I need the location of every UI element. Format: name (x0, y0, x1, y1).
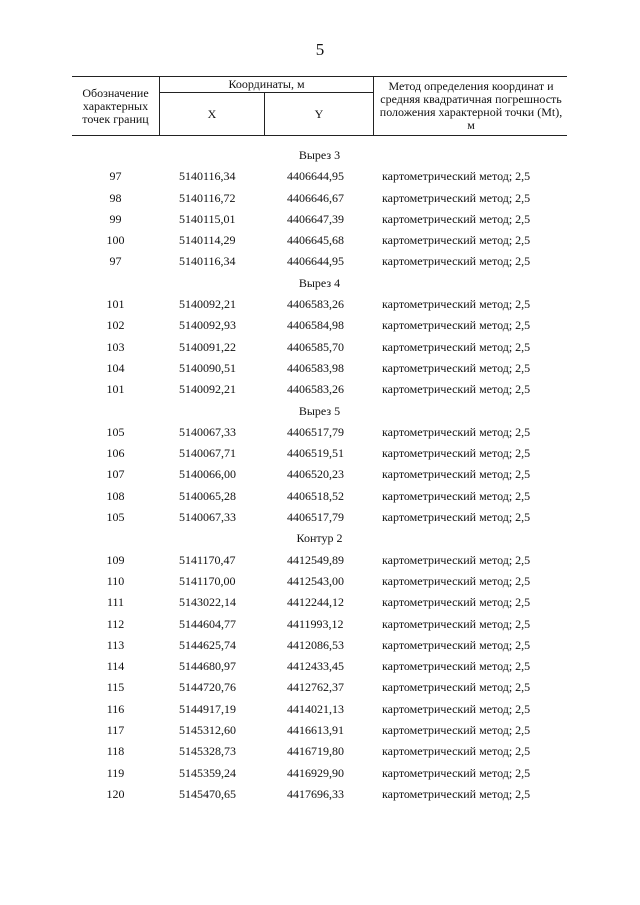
point-cell: 99 (109, 211, 122, 226)
x-cell: 5140116,72 (179, 190, 236, 205)
table-row (72, 699, 567, 720)
method-cell: картометрический метод; 2,5 (382, 446, 531, 461)
point-cell: 101 (106, 382, 125, 397)
point-cell: 109 (106, 552, 125, 567)
table-row (72, 464, 567, 485)
table-row (72, 230, 567, 251)
table-row (72, 635, 567, 656)
section-title: Вырез 5 (298, 403, 341, 418)
method-cell: картометрический метод; 2,5 (382, 233, 531, 248)
point-cell: 106 (106, 446, 125, 461)
point-cell: 105 (106, 424, 125, 439)
point-cell: 114 (106, 659, 125, 674)
point-cell: 111 (106, 595, 125, 610)
method-cell: картометрический метод; 2,5 (382, 339, 531, 354)
table-row (72, 550, 567, 571)
method-cell: картометрический метод; 2,5 (382, 467, 531, 482)
table-row (72, 422, 567, 443)
method-cell: картометрический метод; 2,5 (382, 659, 531, 674)
point-cell: 97 (109, 169, 122, 184)
y-cell: 4406517,79 (287, 424, 344, 439)
method-cell: картометрический метод; 2,5 (382, 723, 531, 738)
point-cell: 101 (106, 297, 125, 312)
method-cell: картометрический метод; 2,5 (382, 360, 531, 375)
table-row (72, 443, 567, 464)
table-row (72, 379, 567, 400)
x-cell: 5140092,21 (179, 382, 236, 397)
method-cell: картометрический метод; 2,5 (382, 637, 531, 652)
table-row (72, 188, 567, 209)
x-cell: 5140065,28 (179, 488, 236, 503)
point-cell: 110 (106, 573, 125, 588)
y-cell: 4406644,95 (287, 254, 344, 269)
table-row (72, 166, 567, 187)
header-method-label: Метод определения координат и средняя квадратичная погрешность положения характерной точки (Mt), м (379, 79, 563, 132)
y-cell: 4411993,12 (287, 616, 344, 631)
y-cell: 4412244,12 (287, 595, 344, 610)
point-cell: 103 (106, 339, 125, 354)
x-cell: 5144625,74 (179, 637, 236, 652)
table-row (72, 507, 567, 528)
table-row (72, 571, 567, 592)
x-cell: 5144680,97 (179, 659, 236, 674)
table-row (72, 209, 567, 230)
method-cell: картометрический метод; 2,5 (382, 318, 531, 333)
point-cell: 116 (106, 701, 125, 716)
table-row (72, 592, 567, 613)
point-cell: 115 (106, 680, 125, 695)
table-row (72, 720, 567, 741)
y-cell: 4416613,91 (287, 723, 344, 738)
y-cell: 4406583,98 (287, 360, 344, 375)
table-row (72, 315, 567, 336)
x-cell: 5140090,51 (179, 360, 236, 375)
x-cell: 5140116,34 (179, 254, 236, 269)
header-x-label: X (207, 106, 217, 121)
point-cell: 113 (106, 637, 125, 652)
y-cell: 4406520,23 (287, 467, 344, 482)
header-point-label: Обозначение характерных точек границ (82, 85, 149, 126)
x-cell: 5140067,33 (179, 510, 236, 525)
y-cell: 4406646,67 (287, 190, 344, 205)
y-cell: 4412433,45 (287, 659, 344, 674)
x-cell: 5145328,73 (179, 744, 236, 759)
table-row (72, 251, 567, 272)
point-cell: 119 (106, 765, 125, 780)
header-vline-3 (373, 76, 374, 136)
table-row (72, 337, 567, 358)
section-title: Вырез 3 (298, 148, 341, 162)
y-cell: 4406517,79 (287, 510, 344, 525)
x-cell: 5140114,29 (179, 233, 236, 248)
x-cell: 5141170,47 (179, 552, 236, 567)
y-cell: 4406584,98 (287, 318, 344, 333)
point-cell: 105 (106, 510, 125, 525)
table-row (72, 486, 567, 507)
y-cell: 4416929,90 (287, 765, 344, 780)
x-cell: 5140066,00 (179, 467, 236, 482)
table-header (72, 76, 567, 136)
x-cell: 5145359,24 (179, 765, 236, 780)
section-title: Вырез 4 (298, 275, 341, 290)
method-cell: картометрический метод; 2,5 (382, 510, 531, 525)
table-body (72, 145, 567, 805)
method-cell: картометрический метод; 2,5 (382, 190, 531, 205)
method-cell: картометрический метод; 2,5 (382, 744, 531, 759)
x-cell: 5140092,93 (179, 318, 236, 333)
point-cell: 98 (109, 190, 122, 205)
y-cell: 4406644,95 (287, 169, 344, 184)
point-cell: 100 (106, 233, 125, 248)
table-row (72, 656, 567, 677)
point-cell: 97 (109, 254, 122, 269)
x-cell: 5140115,01 (179, 211, 236, 226)
table-row (72, 784, 567, 805)
table-row (72, 614, 567, 635)
method-cell: картометрический метод; 2,5 (382, 254, 531, 269)
x-cell: 5144720,76 (179, 680, 236, 695)
y-cell: 4406583,26 (287, 297, 344, 312)
y-cell: 4416719,80 (287, 744, 344, 759)
point-cell: 102 (106, 318, 125, 333)
method-cell: картометрический метод; 2,5 (382, 297, 531, 312)
method-cell: картометрический метод; 2,5 (382, 169, 531, 184)
section-title: Контур 2 (296, 531, 343, 546)
x-cell: 5141170,00 (179, 573, 236, 588)
y-cell: 4412543,00 (287, 573, 344, 588)
y-cell: 4412549,89 (287, 552, 344, 567)
table-row (72, 741, 567, 762)
y-cell: 4406518,52 (287, 488, 344, 503)
method-cell: картометрический метод; 2,5 (382, 424, 531, 439)
page-number: 5 (315, 40, 325, 59)
header-bottom-border (72, 135, 567, 136)
x-cell: 5143022,14 (179, 595, 236, 610)
header-y-label: Y (314, 106, 324, 121)
method-cell: картометрический метод; 2,5 (382, 765, 531, 780)
method-cell: картометрический метод; 2,5 (382, 616, 531, 631)
y-cell: 4406585,70 (287, 339, 344, 354)
method-cell: картометрический метод; 2,5 (382, 786, 531, 801)
x-cell: 5140067,71 (179, 446, 236, 461)
x-cell: 5140091,22 (179, 339, 236, 354)
x-cell: 5145312,60 (179, 723, 236, 738)
y-cell: 4417696,33 (287, 786, 344, 801)
x-cell: 5140067,33 (179, 424, 236, 439)
y-cell: 4412762,37 (287, 680, 344, 695)
method-cell: картометрический метод; 2,5 (382, 680, 531, 695)
point-cell: 104 (106, 360, 125, 375)
x-cell: 5144917,19 (179, 701, 236, 716)
y-cell: 4414021,13 (287, 701, 344, 716)
x-cell: 5140116,34 (179, 169, 236, 184)
method-cell: картометрический метод; 2,5 (382, 595, 531, 610)
x-cell: 5145470,65 (179, 786, 236, 801)
table-row (72, 677, 567, 698)
method-cell: картометрический метод; 2,5 (382, 573, 531, 588)
point-cell: 112 (106, 616, 125, 631)
header-coords-label: Координаты, м (228, 76, 305, 91)
x-cell: 5140092,21 (179, 297, 236, 312)
method-cell: картометрический метод; 2,5 (382, 488, 531, 503)
method-cell: картометрический метод; 2,5 (382, 701, 531, 716)
method-cell: картометрический метод; 2,5 (382, 552, 531, 567)
y-cell: 4406519,51 (287, 446, 344, 461)
point-cell: 107 (106, 467, 125, 482)
y-cell: 4406645,68 (287, 233, 344, 248)
method-cell: картометрический метод; 2,5 (382, 211, 531, 226)
point-cell: 108 (106, 488, 125, 503)
x-cell: 5144604,77 (179, 616, 236, 631)
point-cell: 118 (106, 744, 125, 759)
table-row (72, 358, 567, 379)
y-cell: 4412086,53 (287, 637, 344, 652)
table-row (72, 763, 567, 784)
method-cell: картометрический метод; 2,5 (382, 382, 531, 397)
y-cell: 4406583,26 (287, 382, 344, 397)
point-cell: 120 (106, 786, 125, 801)
y-cell: 4406647,39 (287, 211, 344, 226)
point-cell: 117 (106, 723, 125, 738)
table-row (72, 294, 567, 315)
